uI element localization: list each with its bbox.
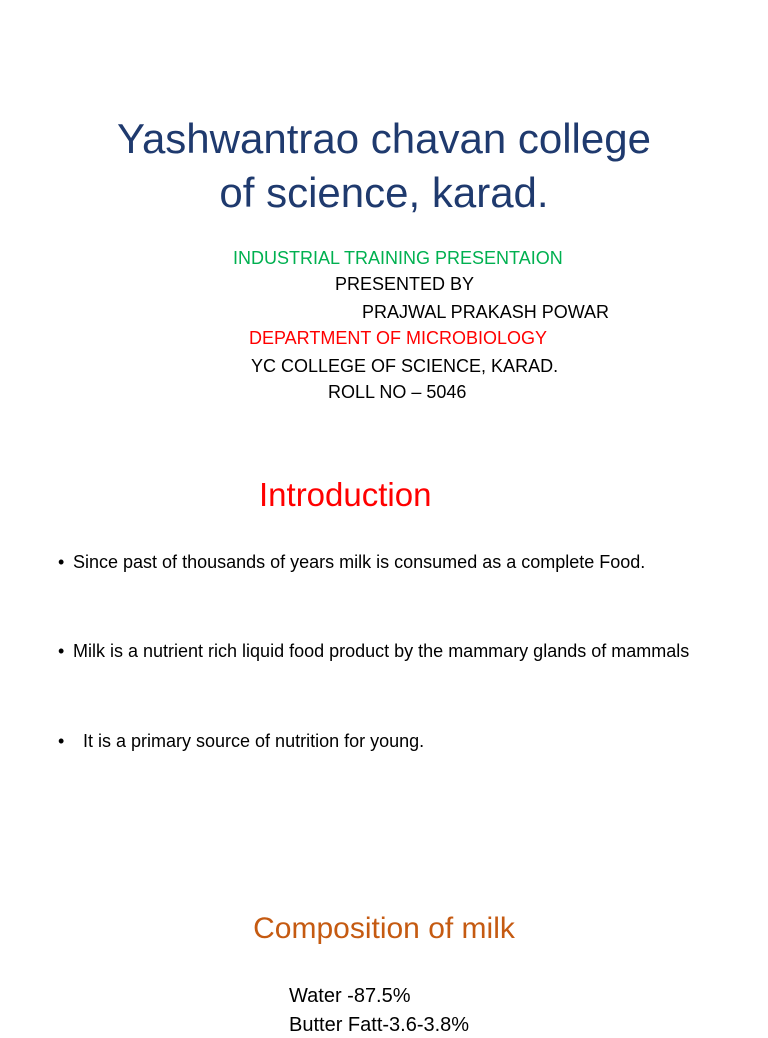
roll-number: ROLL NO – 5046 bbox=[328, 382, 467, 402]
presented-by-label: PRESENTED BY bbox=[335, 274, 475, 294]
college-label: YC COLLEGE OF SCIENCE, KARAD. bbox=[251, 356, 559, 376]
bullet-icon: • bbox=[58, 641, 65, 661]
training-label: INDUSTRIAL TRAINING PRESENTAION bbox=[233, 248, 563, 268]
presenter-name: PRAJWAL PRAKASH POWAR bbox=[362, 302, 610, 322]
list-item-text: Since past of thousands of years milk is consumed as a complete Food. bbox=[73, 552, 646, 572]
introduction-heading: Introduction bbox=[259, 476, 432, 513]
list-item bbox=[58, 639, 738, 663]
composition-item: Butter Fatt-3.6-3.8% bbox=[289, 1014, 470, 1036]
department-label: DEPARTMENT OF MICROBIOLOGY bbox=[249, 328, 548, 348]
slide-title-line-2: of science, karad. bbox=[219, 169, 549, 216]
list-item-text: Milk is a nutrient rich liquid food product by the mammary glands of mammals bbox=[73, 641, 690, 661]
list-item bbox=[58, 729, 738, 753]
composition-heading: Composition of milk bbox=[253, 912, 515, 945]
composition-item: Water -87.5% bbox=[289, 985, 411, 1007]
list-item-text: It is a primary source of nutrition for young. bbox=[83, 731, 425, 751]
slide-title bbox=[0, 112, 768, 220]
slide-title-line-1: Yashwantrao chavan college bbox=[117, 115, 651, 162]
bullet-icon: • bbox=[58, 731, 65, 751]
list-item bbox=[58, 550, 738, 574]
bullet-icon: • bbox=[58, 552, 65, 572]
